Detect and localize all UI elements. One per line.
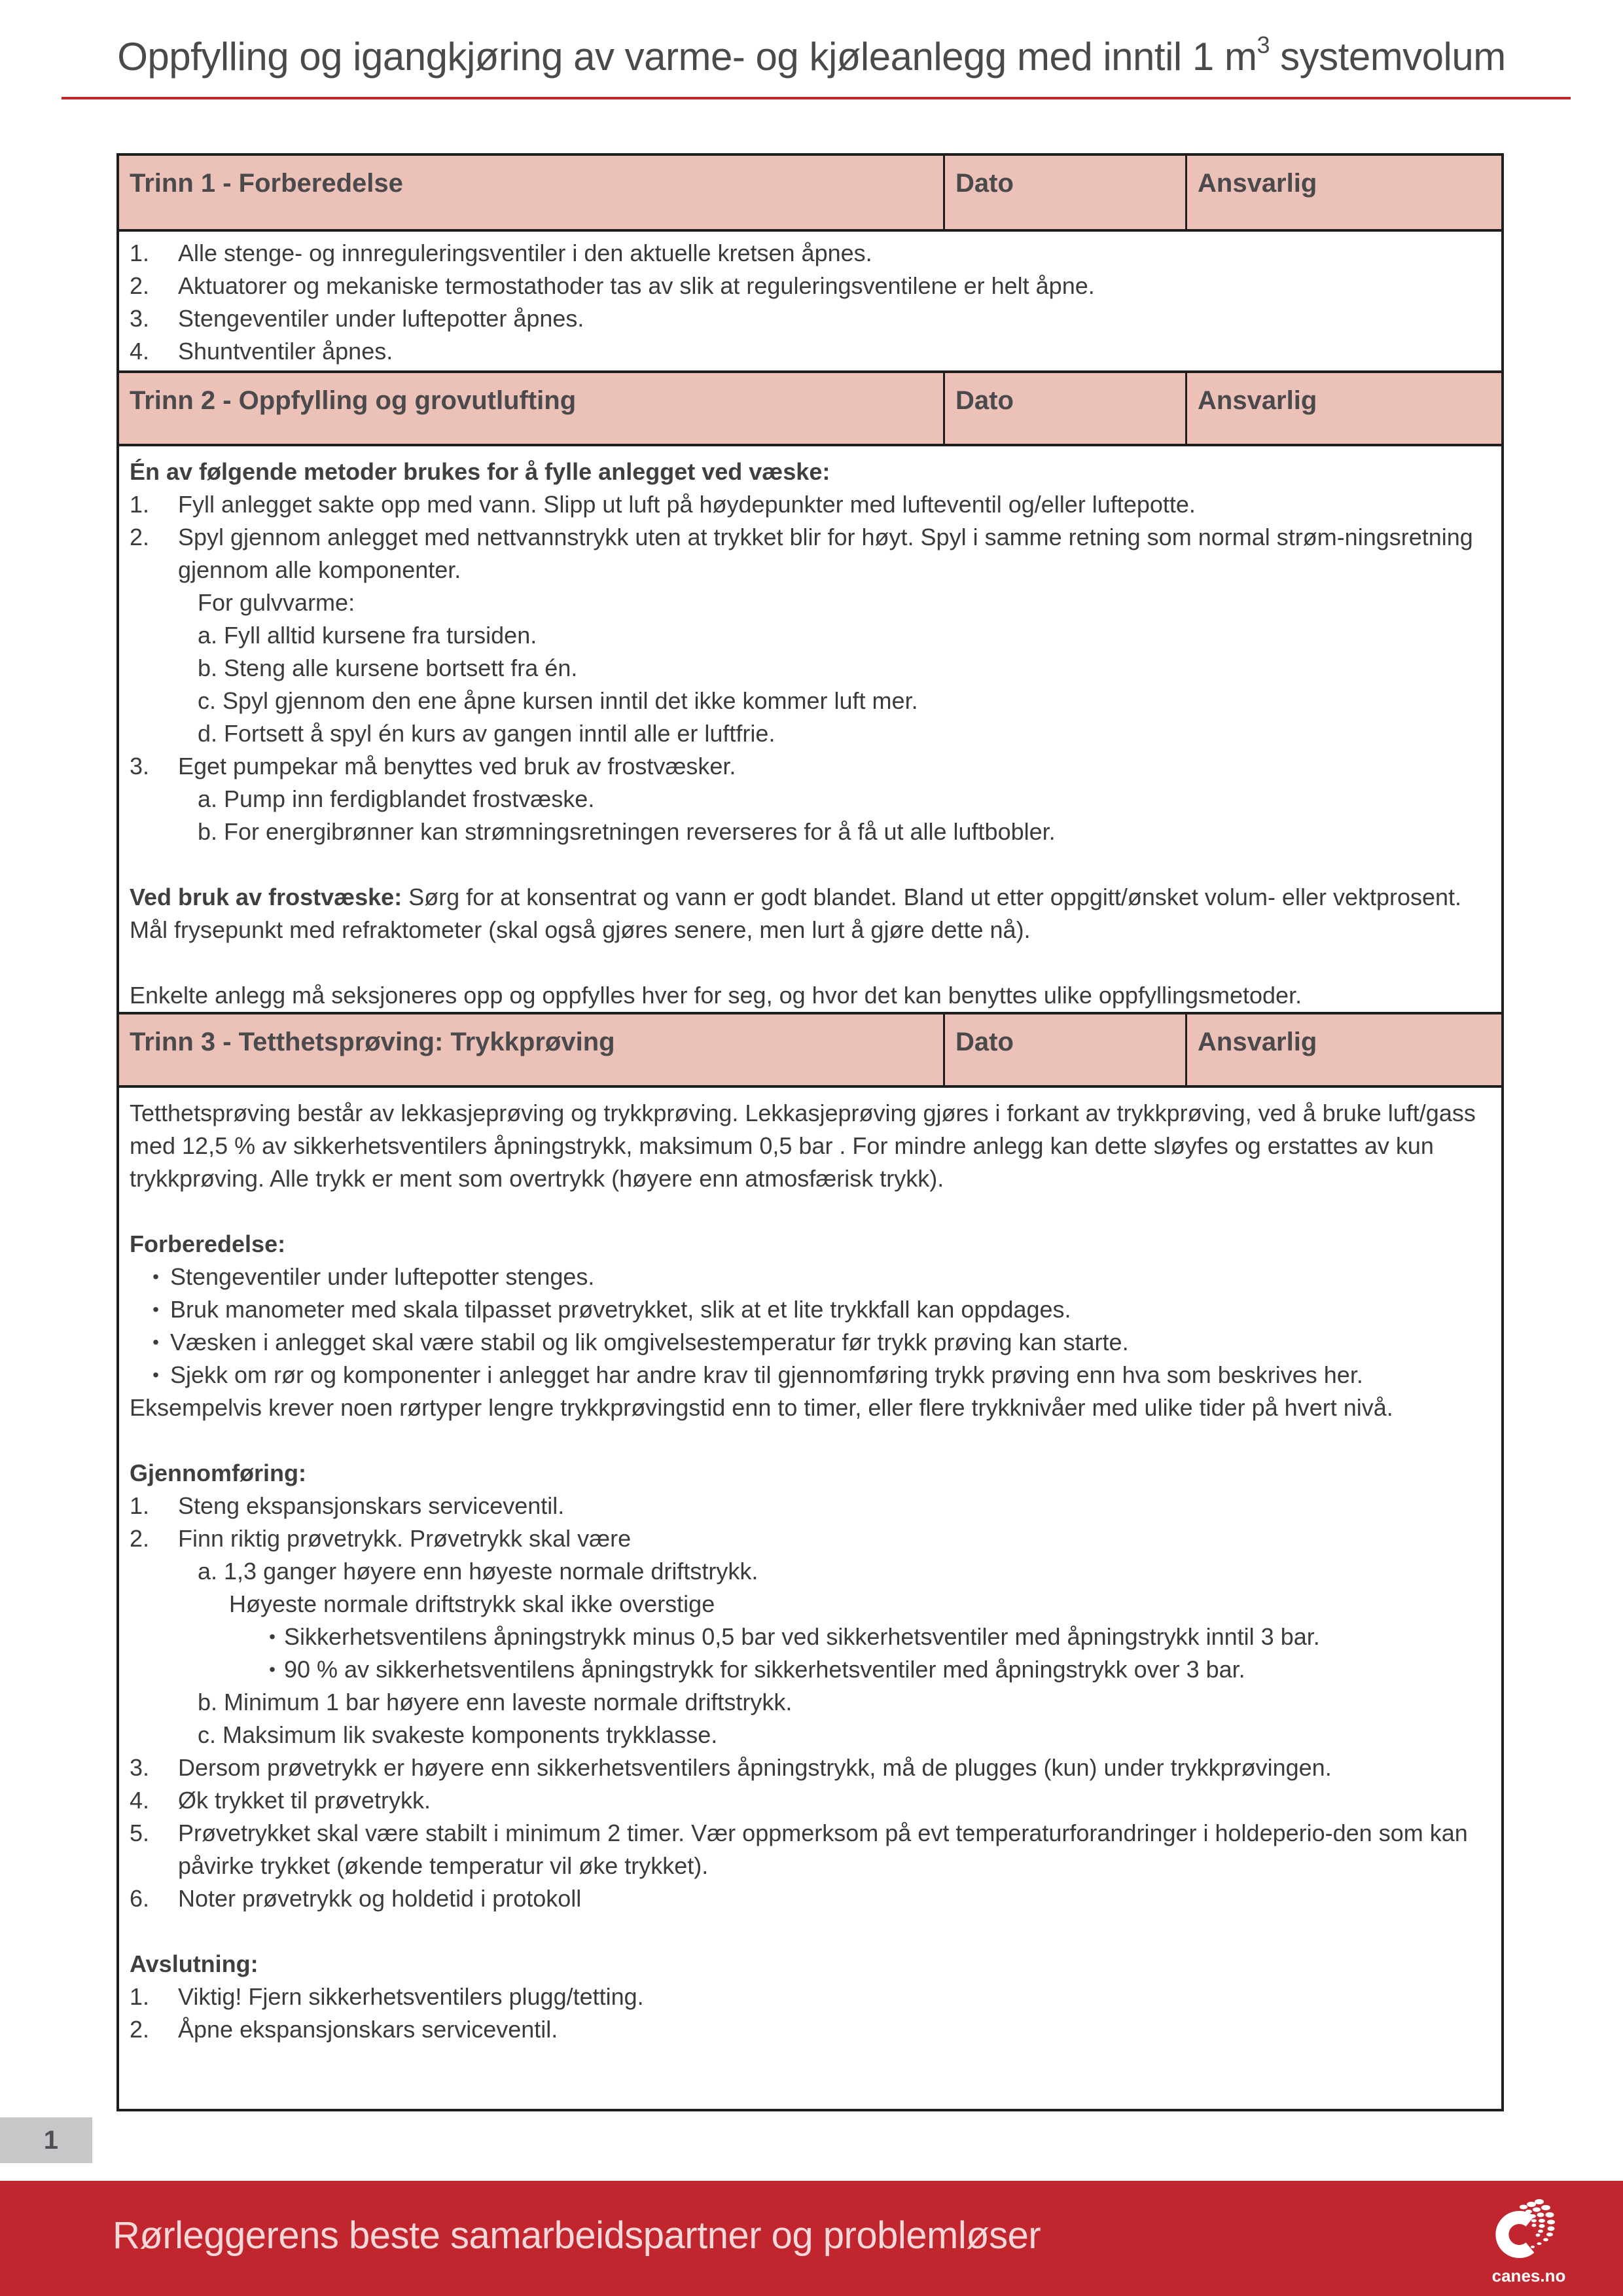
frost-note-text: Sørg for at konsentrat og vann er godt blandet. Bland ut etter oppgitt/ønsket volum- eller vektprosent. Mål frysepunkt med refraktometer (skal også gjøres senere, men lurt å gjøre dette nå). bbox=[130, 884, 1462, 943]
item-number: 5. bbox=[130, 1820, 150, 1846]
step-1-header bbox=[119, 156, 1501, 232]
list-item bbox=[130, 521, 1491, 586]
step-title: Trinn 1 - Forberedelse bbox=[119, 156, 945, 229]
item-text: Aktuatorer og mekaniske termostathoder tas av slik at reguleringsventilene er helt åpne. bbox=[178, 272, 1095, 299]
item-number: 2. bbox=[130, 272, 150, 299]
item-text: Stengeventiler under luftepotter åpnes. bbox=[178, 305, 584, 332]
sub-item: c. Spyl gjennom den ene åpne kursen inntil det ikke kommer luft mer. bbox=[198, 687, 918, 714]
item-text: Dersom prøvetrykk er høyere enn sikkerhetsventilers åpningstrykk, må de plugges (kun) under trykkprøvingen. bbox=[178, 1754, 1332, 1781]
closing-heading: Avslutning: bbox=[130, 1950, 259, 1977]
item-text: Shuntventiler åpnes. bbox=[178, 338, 393, 365]
item-number: 1. bbox=[130, 1492, 150, 1519]
list-item bbox=[130, 1490, 1491, 1522]
item-text: Åpne ekspansjonskars serviceventil. bbox=[178, 2016, 558, 2043]
bullet-text: Bruk manometer med skala tilpasset prøvetrykket, slik at et lite trykkfall kan oppdages. bbox=[170, 1296, 1071, 1323]
item-text: Steng ekspansjonskars serviceventil. bbox=[178, 1492, 565, 1519]
item-number: 2. bbox=[130, 2016, 150, 2043]
item-number: 3. bbox=[130, 753, 150, 780]
canes-logo[interactable] bbox=[1489, 2197, 1594, 2288]
list-item bbox=[130, 302, 1491, 335]
item-number: 1. bbox=[130, 240, 150, 266]
step-title: Trinn 3 - Tetthetsprøving: Trykkprøving bbox=[119, 1014, 945, 1085]
bullet-item: • Sikkerhetsventilens åpningstrykk minus 0,5 bar ved sikkerhetsventiler med åpningstrykk inntil 3 bar. bbox=[130, 1621, 1491, 1653]
item-text: Noter prøvetrykk og holdetid i protokoll bbox=[178, 1885, 582, 1912]
item-number: 4. bbox=[130, 1787, 150, 1814]
sub-item: b. Minimum 1 bar høyere enn laveste normale driftstrykk. bbox=[198, 1689, 793, 1715]
execution-heading: Gjennomføring: bbox=[130, 1460, 306, 1486]
item-number: 1. bbox=[130, 1983, 150, 2010]
item-text: Eget pumpekar må benyttes ved bruk av frostvæsker. bbox=[178, 753, 736, 780]
list-item bbox=[130, 1784, 1491, 1817]
date-field[interactable]: Dato bbox=[945, 373, 1187, 444]
responsible-field[interactable]: Ansvarlig bbox=[1198, 1028, 1317, 1056]
title-tail: systemvolum bbox=[1269, 35, 1506, 79]
sub-item: b. For energibrønner kan strømningsretningen reverseres for å få ut alle luftbobler. bbox=[198, 818, 1056, 845]
list-item bbox=[130, 1882, 1491, 1915]
list-item bbox=[130, 237, 1491, 270]
frost-note bbox=[130, 881, 1491, 946]
methods-intro: Én av følgende metoder brukes for å fylle anlegget ved væske: bbox=[130, 458, 830, 485]
sub-item: a. Pump inn ferdigblandet frostvæske. bbox=[198, 785, 595, 812]
date-field[interactable]: Dato bbox=[945, 1014, 1187, 1085]
item-number: 3. bbox=[130, 305, 150, 332]
item-number: 2. bbox=[130, 1525, 150, 1552]
sub-item-note: Høyeste normale driftstrykk skal ikke overstige bbox=[229, 1590, 715, 1617]
step-title: Trinn 2 - Oppfylling og grovutlufting bbox=[119, 373, 945, 444]
sub-item: c. Maksimum lik svakeste komponents trykklasse. bbox=[198, 1721, 718, 1748]
bullet-text: Stengeventiler under luftepotter stenges. bbox=[170, 1263, 595, 1290]
bullet-text: Væsken i anlegget skal være stabil og lik omgivelsestemperatur før trykk prøving kan starte. bbox=[170, 1329, 1129, 1355]
item-text: Prøvetrykket skal være stabilt i minimum 2 timer. Vær oppmerksom på evt temperaturforandringer i holdeperio-den som kan påvirke trykket (økende temperatur vil øke trykket). bbox=[178, 1820, 1468, 1879]
bullet-text: 90 % av sikkerhetsventilens åpningstrykk for sikkerhetsventiler med åpningstrykk over 3 bar. bbox=[284, 1656, 1245, 1683]
list-item bbox=[130, 1522, 1491, 1555]
bullet-text: Sjekk om rør og komponenter i anlegget har andre krav til gjennomføring trykk prøving enn hva som beskrives her. bbox=[170, 1361, 1363, 1388]
preparation-heading: Forberedelse: bbox=[130, 1230, 286, 1257]
item-text: Finn riktig prøvetrykk. Prøvetrykk skal være bbox=[178, 1525, 632, 1552]
item-number: 3. bbox=[130, 1754, 150, 1781]
item-number: 1. bbox=[130, 491, 150, 518]
step-3-body bbox=[119, 1088, 1501, 2109]
frost-note-label: Ved bruk av frostvæske: bbox=[130, 884, 402, 910]
canes-logo-icon bbox=[1489, 2197, 1594, 2269]
list-item bbox=[130, 1981, 1491, 2013]
list-item bbox=[130, 2013, 1491, 2046]
bullet-item: • Sjekk om rør og komponenter i anlegget har andre krav til gjennomføring trykk prøving enn hva som beskrives her. bbox=[130, 1359, 1491, 1391]
item-text: Øk trykket til prøvetrykk. bbox=[178, 1787, 431, 1814]
item-text: Fyll anlegget sakte opp med vann. Slipp ut luft på høydepunkter med lufteventil og/eller luftepotte. bbox=[178, 491, 1196, 518]
step-2-header bbox=[119, 370, 1501, 446]
responsible-field[interactable]: Ansvarlig bbox=[1198, 169, 1317, 198]
sub-item: b. Steng alle kursene bortsett fra én. bbox=[198, 655, 578, 681]
item-text: Alle stenge- og innreguleringsventiler i den aktuelle kretsen åpnes. bbox=[178, 240, 872, 266]
bullet-item: • Stengeventiler under luftepotter stenges. bbox=[130, 1261, 1491, 1293]
sub-item: a. Fyll alltid kursene fra tursiden. bbox=[198, 622, 537, 649]
item-text: Viktig! Fjern sikkerhetsventilers plugg/tetting. bbox=[178, 1983, 644, 2010]
item-number: 6. bbox=[130, 1885, 150, 1912]
date-field[interactable]: Dato bbox=[945, 156, 1187, 229]
item-number: 2. bbox=[130, 524, 150, 550]
sectioning-note: Enkelte anlegg må seksjoneres opp og oppfylles hver for seg, og hvor det kan benyttes ulike oppfyllingsmetoder. bbox=[130, 982, 1302, 1009]
sub-item: a. 1,3 ganger høyere enn høyeste normale driftstrykk. bbox=[198, 1558, 758, 1585]
list-item bbox=[130, 335, 1491, 368]
step-3-header bbox=[119, 1012, 1501, 1088]
list-item bbox=[130, 270, 1491, 302]
logo-wordmark: canes.no bbox=[1491, 2266, 1566, 2286]
title-text: Oppfylling og igangkjøring av varme- og kjøleanlegg med inntil 1 m bbox=[117, 35, 1257, 79]
preparation-note: Eksempelvis krever noen rørtyper lengre trykkprøvingstid enn to timer, eller flere trykknivåer med ulike tider på hvert nivå. bbox=[130, 1394, 1393, 1421]
floor-heating-heading: For gulvvarme: bbox=[198, 589, 355, 616]
item-number: 4. bbox=[130, 338, 150, 365]
list-item bbox=[130, 1751, 1491, 1784]
footer-banner bbox=[0, 2181, 1623, 2296]
list-item bbox=[130, 750, 1491, 783]
page-number: 1 bbox=[0, 2117, 92, 2163]
responsible-field[interactable]: Ansvarlig bbox=[1198, 386, 1317, 415]
bullet-text: Sikkerhetsventilens åpningstrykk minus 0,5 bar ved sikkerhetsventiler med åpningstrykk inntil 3 bar. bbox=[284, 1623, 1320, 1650]
procedure-form bbox=[116, 153, 1504, 2111]
title-divider bbox=[62, 97, 1571, 99]
step-1-body bbox=[119, 232, 1501, 370]
bullet-item: • 90 % av sikkerhetsventilens åpningstrykk for sikkerhetsventiler med åpningstrykk over 3 bar. bbox=[130, 1653, 1491, 1686]
title-superscript: 3 bbox=[1257, 31, 1270, 58]
sub-item: d. Fortsett å spyl én kurs av gangen inntil alle er luftfrie. bbox=[198, 720, 776, 747]
footer-slogan: Rørleggerens beste samarbeidspartner og problemløser bbox=[113, 2214, 1041, 2257]
bullet-item: • Bruk manometer med skala tilpasset prøvetrykket, slik at et lite trykkfall kan oppdages. bbox=[130, 1293, 1491, 1326]
leak-test-intro: Tetthetsprøving består av lekkasjeprøving og trykkprøving. Lekkasjeprøving gjøres i forkant av trykkprøving, ved å bruke luft/gass med 12,5 % av sikkerhetsventilers åpningstrykk, maksimum 0,5 bar . For mindre anlegg kan dette sløyfes og erstattes av kun trykkprøving. Alle trykk er ment som overtrykk (høyere enn atmosfærisk trykk). bbox=[130, 1100, 1476, 1192]
document-title bbox=[0, 31, 1623, 79]
list-item bbox=[130, 488, 1491, 521]
list-item bbox=[130, 1817, 1491, 1882]
item-text: Spyl gjennom anlegget med nettvannstrykk uten at trykket blir for høyt. Spyl i samme retning som normal strøm-ningsretning gjennom alle komponenter. bbox=[178, 524, 1473, 583]
bullet-item: • Væsken i anlegget skal være stabil og lik omgivelsestemperatur før trykk prøving kan starte. bbox=[130, 1326, 1491, 1359]
step-2-body bbox=[119, 446, 1501, 1012]
